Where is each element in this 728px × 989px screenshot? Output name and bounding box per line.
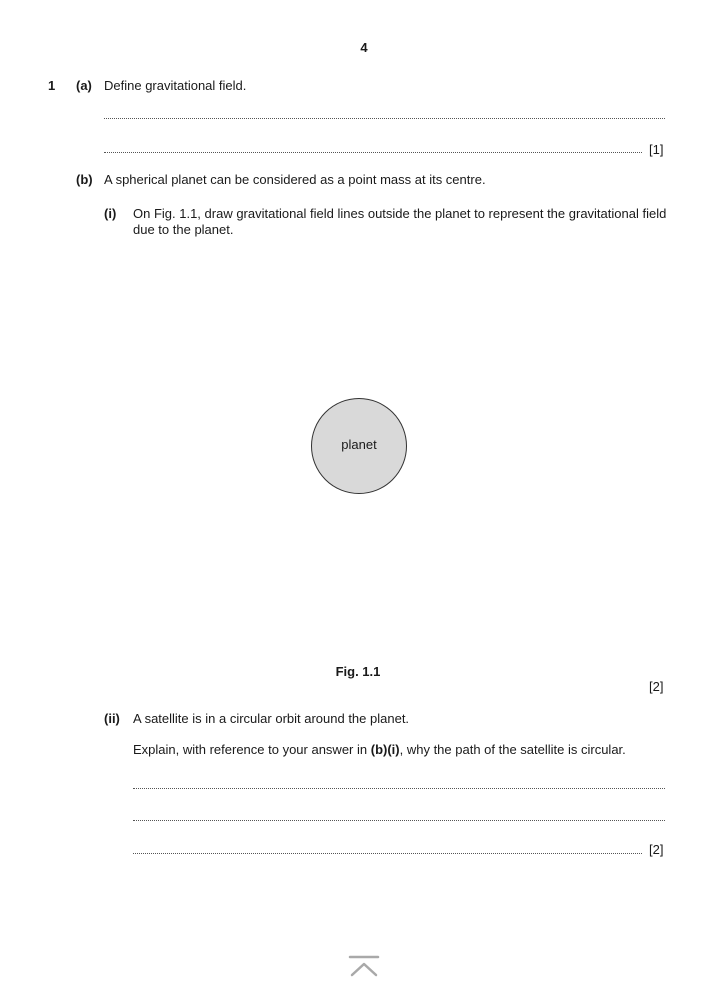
answer-line-ii-3[interactable]: [133, 853, 642, 854]
part-b-label: (b): [76, 172, 93, 187]
answer-line-ii-1[interactable]: [133, 788, 665, 789]
page-number: 4: [360, 40, 368, 55]
part-a-text: Define gravitational field.: [104, 78, 247, 93]
sub-ii-text: A satellite is in a circular orbit around the planet.: [133, 711, 410, 726]
sub-i-text: On Fig. 1.1, draw gravitational field lines outside the planet to represent the gravitational field due to the planet.: [133, 206, 667, 237]
part-a-label: (a): [76, 78, 92, 93]
sub-ii-explain-suffix: , why the path of the satellite is circular.: [399, 742, 626, 757]
answer-line-a-2[interactable]: [104, 152, 642, 153]
part-a-marks: [1]: [649, 142, 664, 157]
sub-i-marks: [2]: [649, 679, 664, 694]
chevron-up-icon: [344, 954, 384, 978]
answer-line-a-1[interactable]: [104, 118, 665, 119]
planet-label: planet: [341, 436, 377, 452]
part-b-text: A spherical planet can be considered as a point mass at its centre.: [104, 172, 486, 187]
sub-ii-label: (ii): [104, 711, 120, 726]
figure-caption: Fig. 1.1: [335, 664, 381, 679]
answer-line-ii-2[interactable]: [133, 820, 665, 821]
planet-figure: [311, 398, 407, 494]
sub-i-label: (i): [104, 206, 117, 221]
question-number: 1: [48, 78, 56, 93]
sub-ii-marks: [2]: [649, 842, 664, 857]
sub-ii-explain: [133, 742, 626, 758]
scroll-to-top-button[interactable]: [336, 946, 392, 986]
sub-ii-explain-ref: (b)(i): [370, 742, 400, 757]
sub-ii-explain-prefix: Explain, with reference to your answer in: [133, 742, 371, 757]
